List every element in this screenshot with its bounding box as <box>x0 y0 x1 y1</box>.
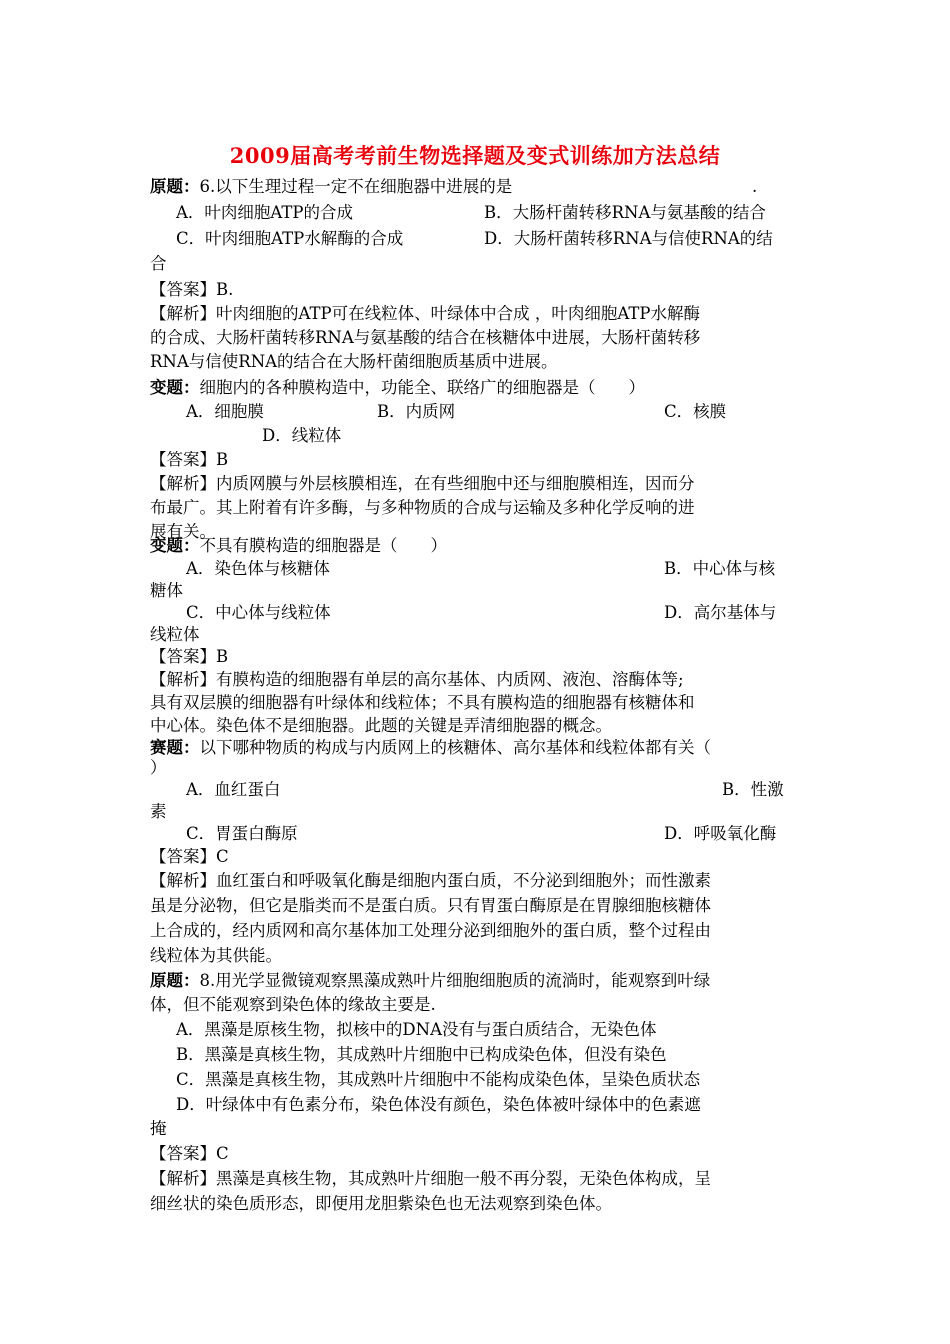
q1-option-c: C．叶肉细胞ATP水解酶的合成 <box>176 229 404 248</box>
v2-analysis-line: 中心体。染色体不是细胞器。此题的关键是弄清细胞器的概念。 <box>150 716 612 735</box>
v1-option-c: C．核膜 <box>664 402 727 421</box>
s1-analysis-line: 虽是分泌物，但它是脂类而不是蛋白质。只有胃蛋白酶原是在胃腺细胞核糖体 <box>150 896 711 915</box>
s1-option-a: A．血红蛋白 <box>186 780 281 799</box>
v1-analysis-line: 【解析】内质网膜与外层核膜相连，在有些细胞中还与细胞膜相连，因而分 <box>150 474 695 493</box>
s1-analysis-line: 上合成的，经内质网和高尔基体加工处理分泌到细胞外的蛋白质，整个过程由 <box>150 921 711 940</box>
q1-dot: . <box>752 177 758 196</box>
v1-stem-line <box>150 377 645 399</box>
v2-stem-line <box>150 535 447 557</box>
q2-analysis-line: 细丝状的染色质形态，即便用龙胆紫染色也无法观察到染色体。 <box>150 1194 612 1213</box>
q1-analysis-line: RNA与信使RNA的结合在大肠杆菌细胞质基质中进展。 <box>150 352 558 371</box>
q1-option-a: A．叶肉细胞ATP的合成 <box>176 203 354 222</box>
q1-analysis-line: 【解析】叶肉细胞的ATP可在线粒体、叶绿体中合成 ，叶肉细胞ATP水解酶 <box>150 304 700 323</box>
v2-stem: 不具有膜构造的细胞器是（ ） <box>199 536 447 555</box>
s1-label: 赛题： <box>150 738 200 757</box>
q2-option-d: D．叶绿体中有色素分布，染色体没有颜色，染色体被叶绿体中的色素遮 <box>176 1095 701 1114</box>
s1-analysis-line: 【解析】血红蛋白和呼吸氧化酶是细胞内蛋白质，不分泌到细胞外；而性激素 <box>150 871 711 890</box>
q2-analysis-line: 【解析】黑藻是真核生物，其成熟叶片细胞一般不再分裂，无染色体构成，呈 <box>150 1169 711 1188</box>
q1-answer: 【答案】B. <box>150 280 234 299</box>
q1-stem-line <box>150 176 512 198</box>
v2-option-a: A．染色体与核糖体 <box>186 559 330 578</box>
document-title: 2009届高考考前生物选择题及变式训练加方法总结 <box>229 143 721 168</box>
s1-answer: 【答案】C <box>150 847 229 866</box>
v2-option-d: D．高尔基体与 <box>664 603 777 622</box>
q1-option-b: B．大肠杆菌转移RNA与氨基酸的结合 <box>484 203 766 222</box>
v1-option-b: B．内质网 <box>377 402 456 421</box>
s1-stem-line <box>150 737 711 759</box>
q2-option-d-cont: 掩 <box>150 1119 167 1138</box>
q2-stem: 8.用光学显微镜观察黑藻成熟叶片细胞细胞质的流淌时，能观察到叶绿 <box>199 971 711 990</box>
v2-answer: 【答案】B <box>150 647 229 666</box>
q2-answer: 【答案】C <box>150 1144 229 1163</box>
q2-option-b: B．黑藻是真核生物，其成熟叶片细胞中已构成染色体，但没有染色 <box>176 1045 667 1064</box>
v2-label: 变题： <box>150 536 200 555</box>
v2-option-b-cont: 糖体 <box>150 581 183 600</box>
v1-analysis-line: 展有关。 <box>150 522 216 541</box>
q1-label: 原题： <box>150 177 200 196</box>
s1-option-d: D．呼吸氧化酶 <box>664 824 777 843</box>
v2-option-d-cont: 线粒体 <box>150 625 200 644</box>
v1-label: 变题： <box>150 378 200 397</box>
s1-stem: 以下哪种物质的构成与内质网上的核糖体、高尔基体和线粒体都有关（ <box>199 738 711 757</box>
s1-option-b: B．性激 <box>722 780 784 799</box>
s1-analysis-line: 线粒体为其供能。 <box>150 946 282 965</box>
v2-option-b: B．中心体与核 <box>664 559 776 578</box>
v1-option-d: D．线粒体 <box>262 426 342 445</box>
q2-stem-cont: 体，但不能观察到染色体的缘故主要是. <box>150 995 436 1014</box>
v1-option-a: A．细胞膜 <box>186 402 264 421</box>
v2-analysis-line: 【解析】有膜构造的细胞器有单层的高尔基体、内质网、液泡、溶酶体等; <box>150 670 684 689</box>
q2-option-c: C．黑藻是真核生物，其成熟叶片细胞中不能构成染色体，呈染色质状态 <box>176 1070 701 1089</box>
v1-analysis-line: 布最广。其上附着有许多酶，与多种物质的合成与运输及多种化学反响的进 <box>150 498 695 517</box>
q2-option-a: A．黑藻是原核生物，拟核中的DNA没有与蛋白质结合，无染色体 <box>176 1020 657 1039</box>
s1-option-b-cont: 素 <box>150 802 167 821</box>
q1-option-d-cont: 合 <box>150 254 167 273</box>
q2-stem-line <box>150 970 710 992</box>
q1-option-d: D．大肠杆菌转移RNA与信使RNA的结 <box>484 229 773 248</box>
v2-analysis-line: 具有双层膜的细胞器有叶绿体和线粒体；不具有膜构造的细胞器有核糖体和 <box>150 693 695 712</box>
v1-answer: 【答案】B <box>150 450 229 469</box>
q2-label: 原题： <box>150 971 200 990</box>
v1-stem: 细胞内的各种膜构造中，功能全、联络广的细胞器是（ ） <box>199 378 645 397</box>
q1-analysis-line: 的合成、大肠杆菌转移RNA与氨基酸的结合在核糖体中进展，大肠杆菌转移 <box>150 328 701 347</box>
v2-option-c: C．中心体与线粒体 <box>186 603 331 622</box>
s1-option-c: C．胃蛋白酶原 <box>186 824 298 843</box>
q1-stem: 6.以下生理过程一定不在细胞器中进展的是 <box>199 177 513 196</box>
s1-stem-cont: ） <box>150 758 167 777</box>
